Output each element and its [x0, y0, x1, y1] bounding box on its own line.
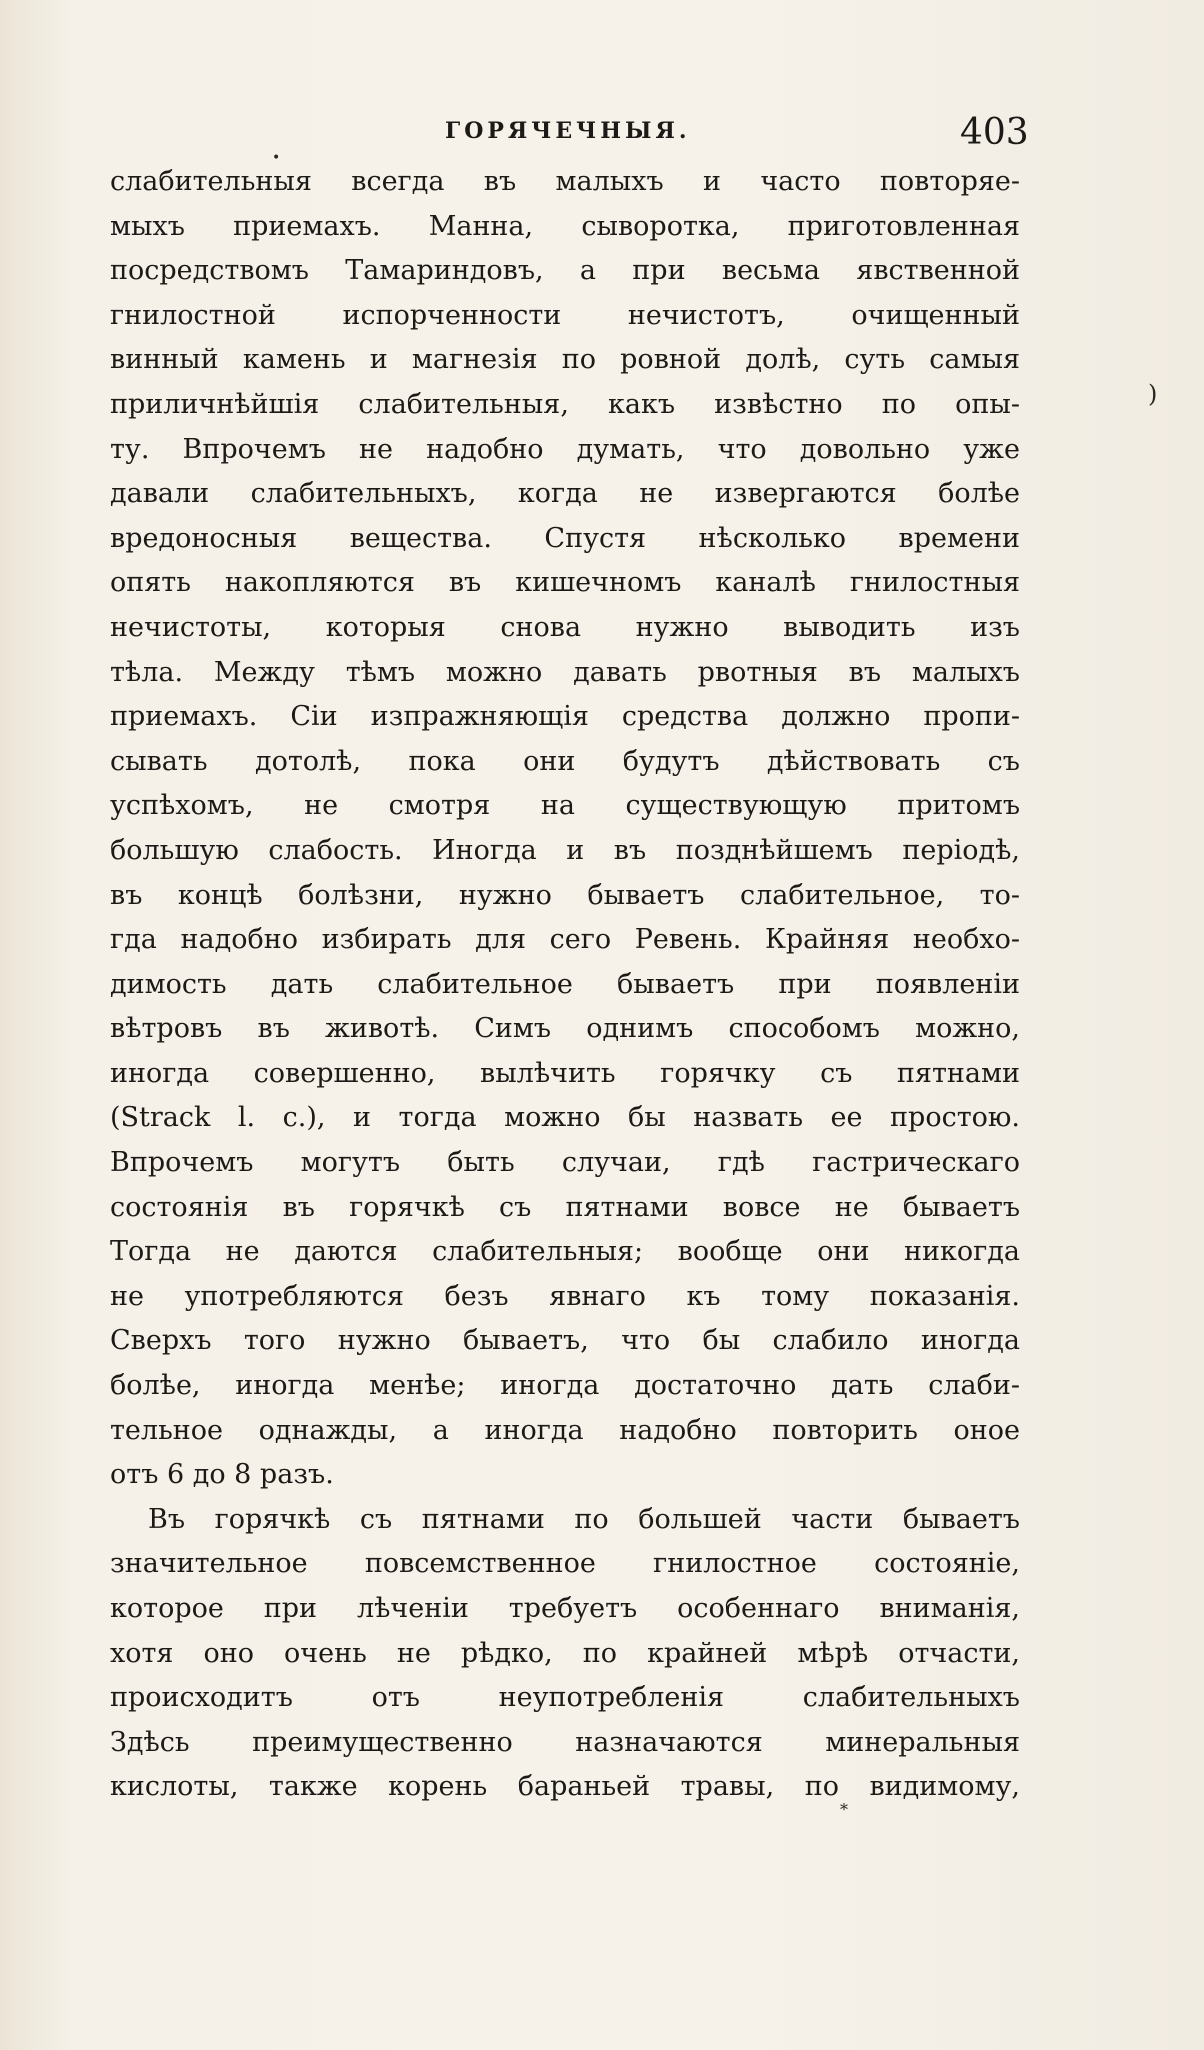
ink-dot: • [272, 150, 281, 166]
text-line: (Strack l. c.), и тогда можно бы назвать ее простою. [110, 1102, 1020, 1134]
text-line: опять накопляются въ кишечномъ каналѣ гнилостныя [110, 567, 1020, 599]
text-line: Сверхъ того нужно бываетъ, что бы слабило иногда [110, 1325, 1020, 1357]
margin-mark: ) [1148, 380, 1158, 408]
text-line: нечистоты, которыя снова нужно выводить изъ [110, 611, 1020, 643]
text-line: вѣтровъ въ животѣ. Симъ однимъ способомъ можно, [110, 1013, 1020, 1045]
page-header [0, 112, 1204, 166]
text-line: посредствомъ Тамариндовъ, а при весьма явственной [110, 255, 1020, 287]
text-line: гда надобно избирать для сего Ревень. Крайняя необхо- [110, 924, 1020, 956]
text-line: успѣхомъ, не смотря на существующую притомъ [110, 790, 1020, 822]
paragraph [110, 160, 1020, 1498]
text-line: иногда совершенно, вылѣчить горячку съ пятнами [110, 1057, 1020, 1089]
text-line: тѣла. Между тѣмъ можно давать рвотныя въ малыхъ [110, 656, 1020, 688]
text-line: не употребляются безъ явнаго къ тому показанія. [110, 1280, 1020, 1312]
signature-star-mark: * [840, 1800, 848, 1819]
text-line: димость дать слабительное бываетъ при появленіи [110, 968, 1020, 1000]
text-line: кислоты, также корень бараньей травы, по видимому, [110, 1771, 1020, 1803]
text-line: давали слабительныхъ, когда не извергаются болѣе [110, 478, 1020, 510]
text-line: ту. Впрочемъ не надобно думать, что довольно уже [110, 433, 1020, 465]
text-line: слабительныя всегда въ малыхъ и часто повторяе- [110, 166, 1020, 197]
text-line: приемахъ. Сіи изпражняющія средства должно пропи- [110, 701, 1020, 733]
text-line: состоянія въ горячкѣ съ пятнами вовсе не бываетъ [110, 1191, 1020, 1223]
text-line: происходитъ отъ неупотребленія слабительныхъ [110, 1682, 1020, 1714]
text-line: Въ горячкѣ съ пятнами по большей части бываетъ [148, 1503, 1020, 1535]
text-line: значительное повсемственное гнилостное состояніе, [110, 1548, 1020, 1580]
text-line: которое при лѣченіи требуетъ особеннаго вниманія, [110, 1593, 1020, 1624]
body-text [110, 160, 1020, 1810]
text-line: болѣе, иногда менѣе; иногда достаточно дать слаби- [110, 1370, 1020, 1402]
text-line: Впрочемъ могутъ быть случаи, гдѣ гастрическаго [110, 1147, 1020, 1179]
text-line: вредоносныя вещества. Спустя нѣсколько времени [110, 522, 1020, 554]
page-number: 403 [960, 112, 1029, 153]
text-line: большую слабость. Иногда и въ позднѣйшемъ періодѣ, [110, 834, 1020, 866]
running-head: ГОРЯЧЕЧНЫЯ. [445, 118, 691, 144]
paragraph [110, 1498, 1020, 1810]
text-line: Тогда не даются слабительныя; вообще они никогда [110, 1236, 1020, 1268]
text-line: отъ 6 до 8 разъ. [110, 1459, 334, 1491]
text-line: мыхъ приемахъ. Манна, сыворотка, приготовленная [110, 210, 1020, 242]
text-line: приличнѣйшія слабительныя, какъ извѣстно по опы- [110, 388, 1020, 420]
text-line: тельное однажды, а иногда надобно повторить оное [110, 1414, 1020, 1446]
text-line: гнилостной испорченности нечистотъ, очищенный [110, 299, 1020, 331]
text-line: Здѣсь преимущественно назначаются минеральныя [110, 1726, 1020, 1758]
text-line: хотя оно очень не рѣдко, по крайней мѣрѣ отчасти, [110, 1637, 1020, 1669]
text-line: въ концѣ болѣзни, нужно бываетъ слабительное, то- [110, 879, 1020, 911]
text-line: сывать дотолѣ, пока они будутъ дѣйствовать съ [110, 745, 1020, 777]
text-line: винный камень и магнезія по ровной долѣ, суть самыя [110, 344, 1020, 376]
